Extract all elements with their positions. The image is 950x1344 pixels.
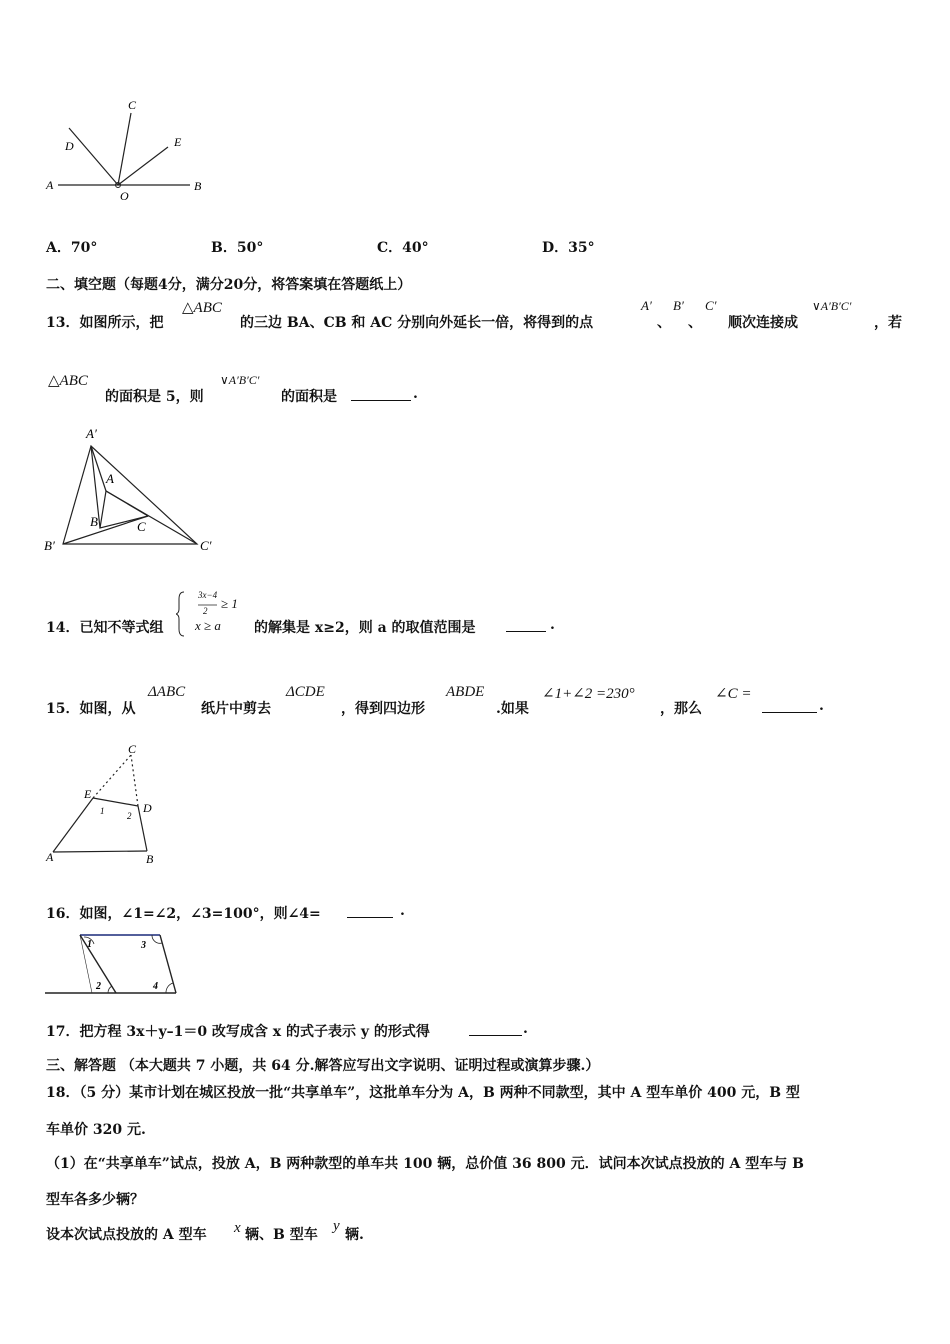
label-B: B — [146, 852, 154, 866]
label-D: D — [65, 139, 74, 153]
q15-t3: .如果 — [496, 701, 529, 717]
q16-parallelogram-figure — [40, 928, 190, 1000]
q17-end: . — [523, 1021, 528, 1037]
section2-heading: 二、填空题（每题4分，满分20分，将答案填在答题纸上） — [46, 277, 412, 293]
q13-tail: ，若 — [874, 315, 902, 331]
option-c: C．40° — [377, 240, 429, 256]
q14-frac-num: 3x−4 — [198, 590, 218, 600]
q17-text: 17．把方程 3x＋y–1＝0 改写成含 x 的式子表示 y 的形式得 — [46, 1024, 430, 1040]
q15-eq: ∠1+∠2 =230° — [542, 686, 635, 702]
q16-end: . — [400, 903, 405, 919]
q13-mid: 的三边 BA、CB 和 AC 分别向外延长一倍，将得到的点 — [240, 315, 594, 331]
option-d: D．35° — [542, 240, 595, 256]
q14-ineq1-tail: ≥ 1 — [221, 596, 238, 611]
q18-line1: 18．（5 分）某市计划在城区投放一批“共享单车”，这批单车分为 A，B 两种不同款型，其中 A 型车单价 400 元，B 型 — [46, 1085, 800, 1101]
option-b: B．50° — [211, 240, 264, 256]
q15-prefix: 15．如图，从 — [46, 701, 136, 717]
q13-point-a: A′ — [641, 298, 652, 313]
label-C: C — [128, 742, 137, 756]
q13-sep2: 、 — [688, 315, 702, 331]
q16-answer-blank[interactable] — [347, 905, 393, 918]
q17-answer-blank[interactable] — [469, 1023, 522, 1036]
q15-t4: ，那么 — [660, 701, 702, 717]
q13-sep1: 、 — [657, 315, 671, 331]
q18-line2: 车单价 320 元. — [46, 1122, 146, 1138]
label-E: E — [174, 135, 182, 149]
section3-heading: 三、解答题 （本大题共 7 小题，共 64 分.解答应写出文字说明、证明过程或演算步骤.） — [46, 1058, 600, 1074]
label-C-prime: C′ — [200, 538, 212, 553]
label-2: 2 — [96, 981, 101, 992]
q13-end: . — [413, 386, 418, 402]
label-B: B — [90, 514, 98, 529]
q18-answer-b: 辆、B 型车 — [245, 1227, 318, 1243]
q18-answer-a: 设本次试点投放的 A 型车 — [46, 1227, 207, 1243]
q15-t2: ，得到四边形 — [341, 701, 425, 717]
q18-sub1-line1: （1）在“共享单车”试点，投放 A，B 两种款型的单车共 100 辆，总价值 36 800 元．试问本次试点投放的 A 型车与 B — [46, 1156, 804, 1172]
label-A-prime: A′ — [86, 426, 97, 441]
q18-sub1-line2: 型车各多少辆？ — [46, 1192, 144, 1208]
q18-var-y: y — [333, 1218, 340, 1234]
label-2: 2 — [127, 811, 132, 821]
label-C: C — [128, 98, 137, 112]
q15-quad: ABDE — [446, 684, 485, 700]
q13-line2-b: 的面积是 — [281, 389, 337, 405]
label-1: 1 — [100, 806, 105, 816]
q14-ineq2: x ≥ a — [195, 618, 221, 633]
q13-answer-blank[interactable] — [351, 388, 411, 401]
q13-point-c: C′ — [705, 298, 717, 313]
q15-t1: 纸片中剪去 — [201, 701, 271, 717]
q14-frac-den: 2 — [203, 606, 208, 616]
q13-line2-tri2: ∨A′B′C′ — [220, 373, 260, 387]
q13-connect: 顺次连接成 — [728, 315, 798, 331]
q15-tri: ΔABC — [148, 684, 186, 700]
q15-angle: ∠C = — [715, 686, 752, 702]
label-B-prime: B′ — [44, 538, 55, 553]
label-D: D — [143, 801, 152, 815]
q14-answer-blank[interactable] — [506, 619, 546, 632]
q15-end: . — [819, 698, 824, 714]
label-1: 1 — [87, 939, 92, 950]
label-A: A — [46, 850, 54, 864]
q16-text: 16．如图，∠1=∠2，∠3=100°，则∠4= — [46, 906, 321, 922]
label-C: C — [137, 519, 146, 534]
label-3: 3 — [141, 940, 146, 951]
q13-tri1: △ABC — [182, 300, 222, 316]
q13-tri2: ∨A′B′C′ — [812, 299, 852, 313]
q13-triangle-figure — [40, 420, 230, 560]
q14-end: . — [550, 617, 555, 633]
q13-prefix: 13．如图所示，把 — [46, 315, 164, 331]
q13-line2-tri: △ABC — [48, 373, 88, 389]
label-A: A — [46, 178, 54, 192]
label-B: B — [194, 179, 202, 193]
q12-angle-figure — [40, 95, 220, 210]
q18-var-x: x — [234, 1220, 241, 1236]
q14-prefix: 14．已知不等式组 — [46, 620, 164, 636]
option-a: A．70° — [46, 240, 98, 256]
q14-text: 的解集是 x≥2，则 a 的取值范围是 — [254, 620, 476, 636]
q13-point-b: B′ — [673, 298, 684, 313]
q15-tri2: ΔCDE — [286, 684, 325, 700]
label-A: A — [106, 471, 114, 486]
q15-cut-triangle-figure — [40, 742, 170, 870]
q15-answer-blank[interactable] — [762, 700, 817, 713]
label-O: O — [120, 189, 129, 203]
q18-answer-c: 辆. — [345, 1227, 364, 1243]
q13-line2-a: 的面积是 5，则 — [105, 389, 204, 405]
label-E: E — [84, 787, 92, 801]
label-4: 4 — [153, 981, 158, 992]
